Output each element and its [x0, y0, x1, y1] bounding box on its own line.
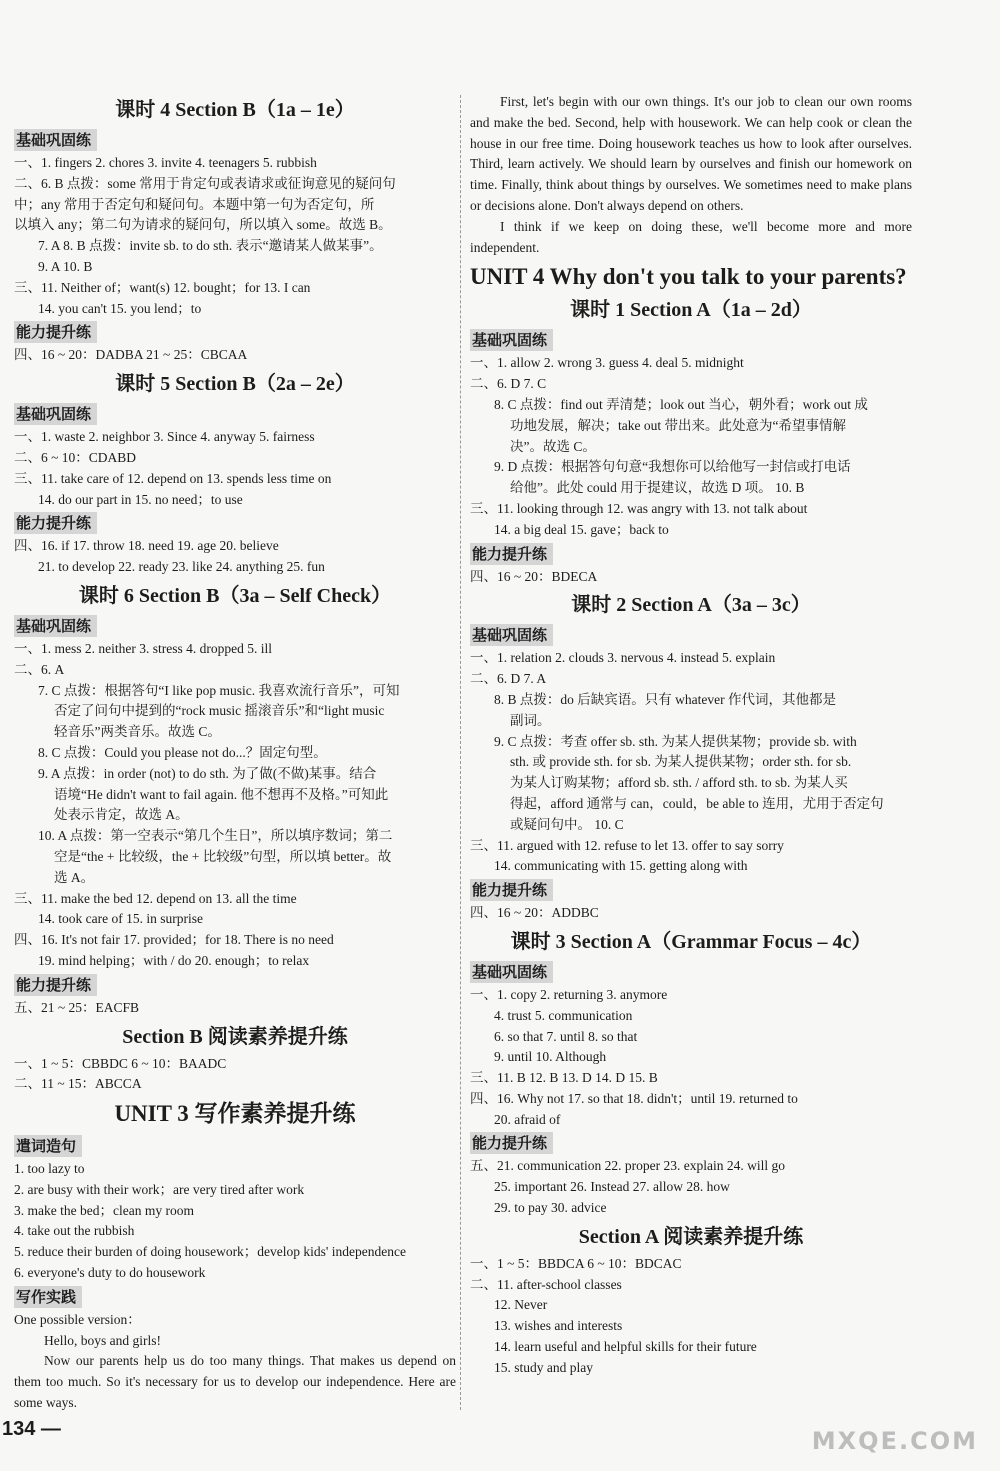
answer-line: 8. B 点拨：do 后缺宾语。只有 whatever 作代词，其他都是 [494, 691, 836, 707]
answer-line: 三、11. take care of 12. depend on 13. spends less time on [14, 470, 332, 486]
essay-paragraph: I think if we keep on doing these, we'll become more and more independent. [470, 218, 912, 255]
section-heading: Section A 阅读素养提升练 [578, 1225, 804, 1248]
subsection-label: 基础巩固练 [14, 615, 97, 637]
answer-line: 五、21 ~ 25：EACFB [14, 999, 140, 1015]
answer-line: 14. learn useful and helpful skills for their future [494, 1339, 757, 1355]
answer-line: 8. C 点拨：Could you please not do...？固定句型。 [38, 744, 327, 760]
answer-line: 3. make the bed；clean my room [14, 1202, 194, 1218]
answer-line: 决”。故选 C。 [510, 438, 596, 454]
answer-line: 25. important 26. Instead 27. allow 28. how [494, 1179, 730, 1195]
answer-line: 29. to pay 30. advice [494, 1200, 607, 1216]
essay-paragraph: Now our parents help us do too many things. That makes us depend on them too much. So it's necessary for us to develop our independence. Here are some ways. [14, 1353, 456, 1411]
answer-line: 语境“He didn't want to fail again. 他不想再不及格。”可知此 [54, 786, 389, 802]
answer-line: 一、1. waste 2. neighbor 3. Since 4. anyway 5. fairness [14, 429, 315, 445]
answer-line: 21. to develop 22. ready 23. like 24. anything 25. fun [38, 559, 325, 575]
answer-line: 处表示肯定，故选 A。 [54, 807, 189, 823]
answer-line: 轻音乐”两类音乐。故选 C。 [54, 724, 221, 740]
answer-line: 2. are busy with their work；are very tired after work [14, 1181, 305, 1197]
left-column [14, 92, 456, 1414]
section-heading: 课时 2 Section A（3a – 3c） [571, 594, 811, 617]
answer-line: 四、16. It's not fair 17. provided；for 18. There is no need [14, 932, 334, 948]
answer-line: 1. too lazy to [14, 1161, 85, 1177]
answer-line: 以填入 any；第二句为请求的疑问句，所以填入 some。故选 B。 [14, 217, 392, 233]
subsection-label: 写作实践 [14, 1286, 82, 1308]
essay-paragraph: First, let's begin with our own things. It's our job to clean our own rooms and make the bed. Second, help with housework. We can help cook or clean the house in our free time. Doing housework teaches us how to look after ourselves. Third, learn actively. We should learn by ourselves and finish our homework on time. Finally, think about things by ourselves. We sometimes need to make plans or decisions alone. Don't always depend on others. [470, 94, 912, 213]
section-heading: 课时 1 Section A（1a – 2d） [570, 299, 812, 322]
answer-line: 四、16 ~ 20：BDECA [470, 568, 598, 584]
section-heading: 课时 4 Section B（1a – 1e） [115, 99, 355, 121]
answer-line: 三、11. argued with 12. refuse to let 13. offer to say sorry [470, 837, 784, 853]
answer-line: 一、1 ~ 5：BBDCA 6 ~ 10：BDCAC [470, 1255, 682, 1271]
answer-line: 一、1. copy 2. returning 3. anymore [470, 986, 668, 1002]
answer-line: 空是“the + 比较级，the + 比较级”句型，所以填 better。故 [54, 848, 392, 864]
answer-line: 9. A 10. B [38, 258, 93, 274]
answer-line: 二、6. B 点拨：some 常用于肯定句或表请求或征询意见的疑问句 [14, 175, 396, 191]
answer-line: 7. C 点拨：根据答句“I like pop music. 我喜欢流行音乐”，可知 [38, 682, 400, 698]
answer-line: 19. mind helping；with / do 20. enough；to relax [38, 952, 310, 968]
answer-line: 选 A。 [54, 869, 95, 885]
answer-line: 一、1 ~ 5：CBBDC 6 ~ 10：BAADC [14, 1055, 227, 1071]
answer-line: 四、16 ~ 20：ADDBC [470, 905, 599, 921]
answer-line: 给他”。此处 could 用于提建议，故选 D 项。 10. B [510, 480, 805, 496]
answer-line: 9. until 10. Although [494, 1049, 607, 1065]
answer-line: 9. C 点拨：考查 offer sb. sth. 为某人提供某物；provide sb. with [494, 733, 857, 749]
answer-line: 三、11. make the bed 12. depend on 13. all the time [14, 890, 297, 906]
answer-line: 中；any 常用于否定句和疑问句。本题中第一句为否定句，所 [14, 196, 375, 212]
answer-line: 一、1. fingers 2. chores 3. invite 4. teenagers 5. rubbish [14, 155, 317, 170]
unit-heading: UNIT 3 写作素养提升练 [114, 1101, 356, 1127]
answer-line: 四、16. Why not 17. so that 18. didn't；until 19. returned to [470, 1090, 798, 1106]
answer-line: 14. do our part in 15. no need；to use [38, 491, 243, 507]
answer-line: 7. A 8. B 点拨：invite sb. to do sth. 表示“邀请某人做某事”。 [38, 238, 383, 254]
answer-line: Hello, boys and girls! [44, 1332, 161, 1348]
answer-line: 二、11 ~ 15：ABCCA [14, 1076, 142, 1092]
answer-line: 15. study and play [494, 1359, 593, 1375]
subsection-label: 能力提升练 [14, 321, 97, 343]
subsection-label: 能力提升练 [470, 1132, 553, 1154]
answer-line: 或疑问句中。 10. C [510, 816, 624, 832]
answer-line: 13. wishes and interests [494, 1318, 623, 1334]
answer-line: 4. trust 5. communication [494, 1007, 633, 1023]
answer-line: 14. a big deal 15. gave；back to [494, 521, 669, 537]
watermark: MXQE.COM [811, 1427, 978, 1455]
answer-line: 14. communicating with 15. getting along with [494, 858, 748, 874]
answer-line: 为某人订购某物；afford sb. sth. / afford sth. to sb. 为某人买 [510, 775, 848, 791]
right-column [470, 92, 912, 1379]
answer-line: 四、16 ~ 20：DADBA 21 ~ 25：CBCAA [14, 347, 248, 363]
section-heading: Section B 阅读素养提升练 [122, 1025, 348, 1048]
answer-line: 五、21. communication 22. proper 23. explain 24. will go [470, 1158, 785, 1174]
subsection-label: 遣词造句 [14, 1135, 82, 1157]
column-divider [460, 95, 461, 1410]
subsection-label: 基础巩固练 [14, 403, 97, 425]
page-number: 134 — [2, 1418, 61, 1440]
answer-line: 四、16. if 17. throw 18. need 19. age 20. believe [14, 538, 279, 554]
answer-line: 4. take out the rubbish [14, 1223, 135, 1239]
answer-line: 三、11. Neither of；want(s) 12. bought；for 13. I can [14, 279, 311, 295]
subsection-label: 能力提升练 [14, 512, 97, 534]
answer-line: 14. you can't 15. you lend；to [38, 300, 202, 316]
answer-line: 副词。 [510, 712, 551, 728]
subsection-label: 基础巩固练 [470, 329, 553, 351]
answer-line: 9. D 点拨：根据答句句意“我想你可以给他写一封信或打电话 [494, 459, 851, 475]
subsection-label: 基础巩固练 [470, 961, 553, 983]
subsection-label: 能力提升练 [470, 543, 553, 565]
answer-line: 功地发展，解决；take out 带出来。此处意为“希望事情解 [510, 417, 846, 433]
answer-line: 二、6. A [14, 661, 65, 677]
subsection-label: 基础巩固练 [470, 624, 553, 646]
answer-line: 得起，afford 通常与 can，could，be able to 连用，尤用于否定句 [510, 795, 884, 811]
answer-line: 三、11. B 12. B 13. D 14. D 15. B [470, 1070, 658, 1086]
answer-line: 6. everyone's duty to do housework [14, 1265, 206, 1281]
unit-heading: UNIT 4 Why don't you talk to your parents? [470, 264, 907, 290]
answer-line: sth. 或 provide sth. for sb. 为某人提供某物；order sth. for sb. [510, 754, 852, 770]
answer-line: 10. A 点拨：第一空表示“第几个生日”，所以填序数词；第二 [38, 828, 393, 844]
answer-line: 14. took care of 15. in surprise [38, 911, 203, 927]
answer-line: 二、6. D 7. C [470, 376, 547, 392]
answer-line: 20. afraid of [494, 1111, 561, 1127]
answer-line: 二、6 ~ 10：CDABD [14, 449, 137, 465]
subsection-label: 能力提升练 [470, 879, 553, 901]
section-heading: 课时 5 Section B（2a – 2e） [115, 373, 355, 396]
subsection-label: 能力提升练 [14, 974, 97, 996]
answer-line: 一、1. mess 2. neither 3. stress 4. dropped 5. ill [14, 640, 272, 656]
answer-line: 5. reduce their burden of doing housework；develop kids' independence [14, 1244, 406, 1260]
answer-line: One possible version： [14, 1311, 141, 1327]
answer-line: 否定了问句中提到的“rock music 摇滚音乐”和“light music [54, 703, 385, 719]
answer-line: 二、11. after-school classes [470, 1276, 622, 1292]
answer-line: 8. C 点拨：find out 弄清楚；look out 当心，朝外看；work out 成 [494, 396, 868, 412]
answer-line: 6. so that 7. until 8. so that [494, 1028, 638, 1044]
answer-line: 一、1. relation 2. clouds 3. nervous 4. instead 5. explain [470, 650, 776, 666]
answer-line: 三、11. looking through 12. was angry with 13. not talk about [470, 500, 808, 516]
answer-line: 二、6. D 7. A [470, 671, 547, 687]
section-heading: 课时 3 Section A（Grammar Focus – 4c） [510, 930, 872, 953]
answer-line: 一、1. allow 2. wrong 3. guess 4. deal 5. midnight [470, 355, 744, 371]
answer-line: 12. Never [494, 1297, 548, 1313]
answer-line: 9. A 点拨：in order (not) to do sth. 为了做(不做)某事。结合 [38, 765, 377, 781]
subsection-label: 基础巩固练 [14, 129, 97, 151]
section-heading: 课时 6 Section B（3a – Self Check） [78, 584, 392, 607]
